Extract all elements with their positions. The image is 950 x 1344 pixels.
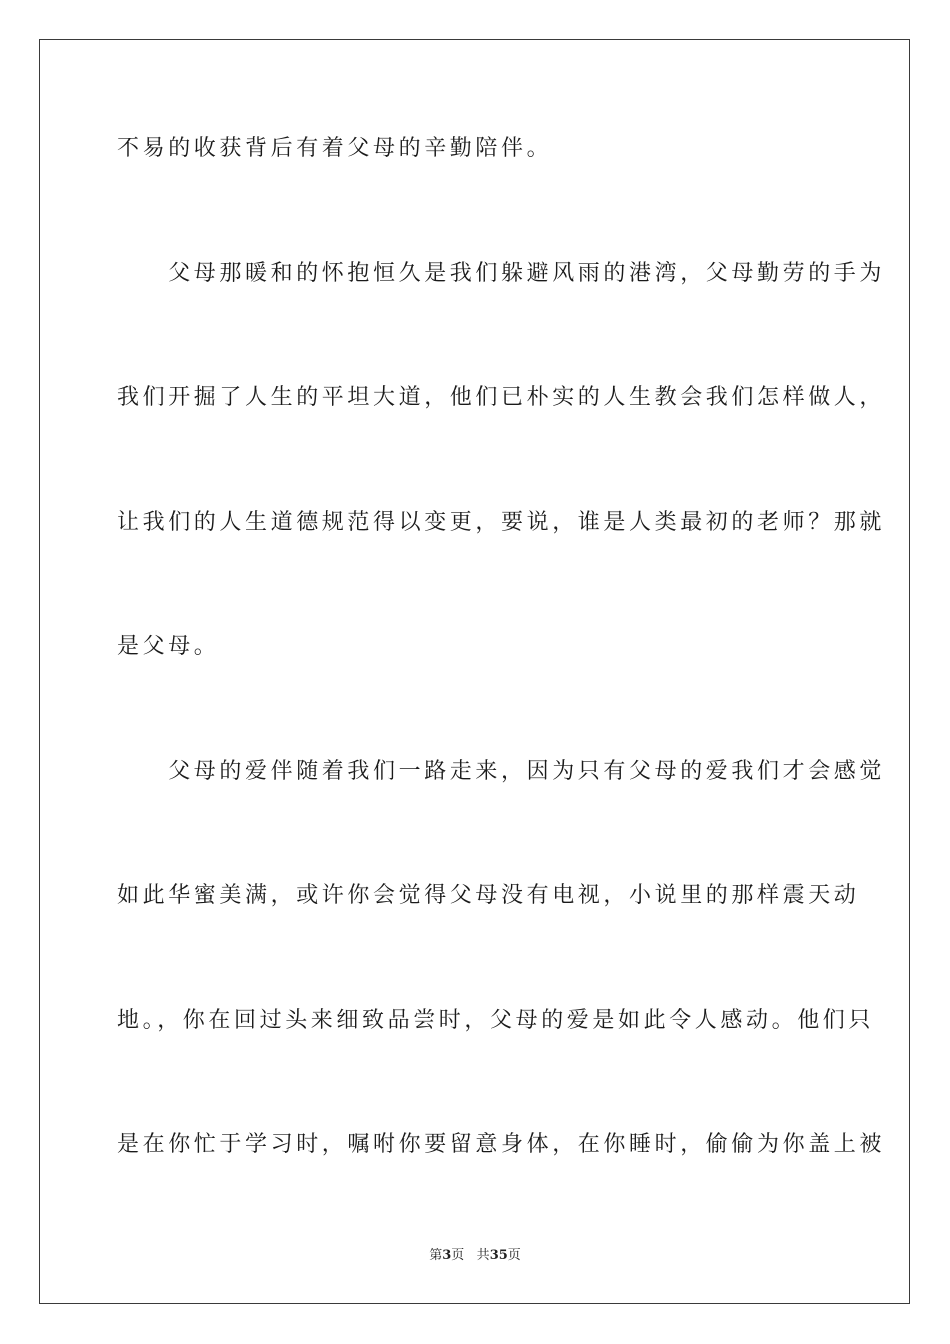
text-line-7: 如此华蜜美满，或许你会觉得父母没有电视，小说里的那样震天动 — [117, 883, 860, 908]
total-prefix: 共 — [476, 1248, 490, 1263]
page-suffix: 页 — [451, 1248, 465, 1263]
page-border — [39, 39, 910, 1304]
text-line-9: 是在你忙于学习时，嘱咐你要留意身体，在你睡时，偷偷为你盖上被 — [117, 1132, 886, 1157]
text-line-1: 不易的收获背后有着父母的辛勤陪伴。 — [117, 136, 553, 161]
text-line-5: 是父母。 — [117, 634, 220, 659]
text-line-8: 地。，你在回过头来细致品尝时，父母的爱是如此令人感动。他们只 — [117, 1008, 875, 1033]
total-suffix: 页 — [507, 1248, 521, 1263]
text-line-4: 让我们的人生道德规范得以变更，要说，谁是人类最初的老师？那就 — [117, 510, 886, 535]
page-footer — [0, 1247, 950, 1265]
page-prefix: 第 — [429, 1248, 443, 1263]
text-line-3: 我们开掘了人生的平坦大道，他们已朴实的人生教会我们怎样做人， — [117, 385, 886, 410]
total-pages: 35 — [489, 1248, 508, 1263]
page-number: 3 — [442, 1248, 452, 1263]
text-line-6: 父母的爱伴随着我们一路走来，因为只有父母的爱我们才会感觉 — [117, 759, 886, 784]
text-line-2: 父母那暖和的怀抱恒久是我们躲避风雨的港湾，父母勤劳的手为 — [117, 261, 886, 286]
